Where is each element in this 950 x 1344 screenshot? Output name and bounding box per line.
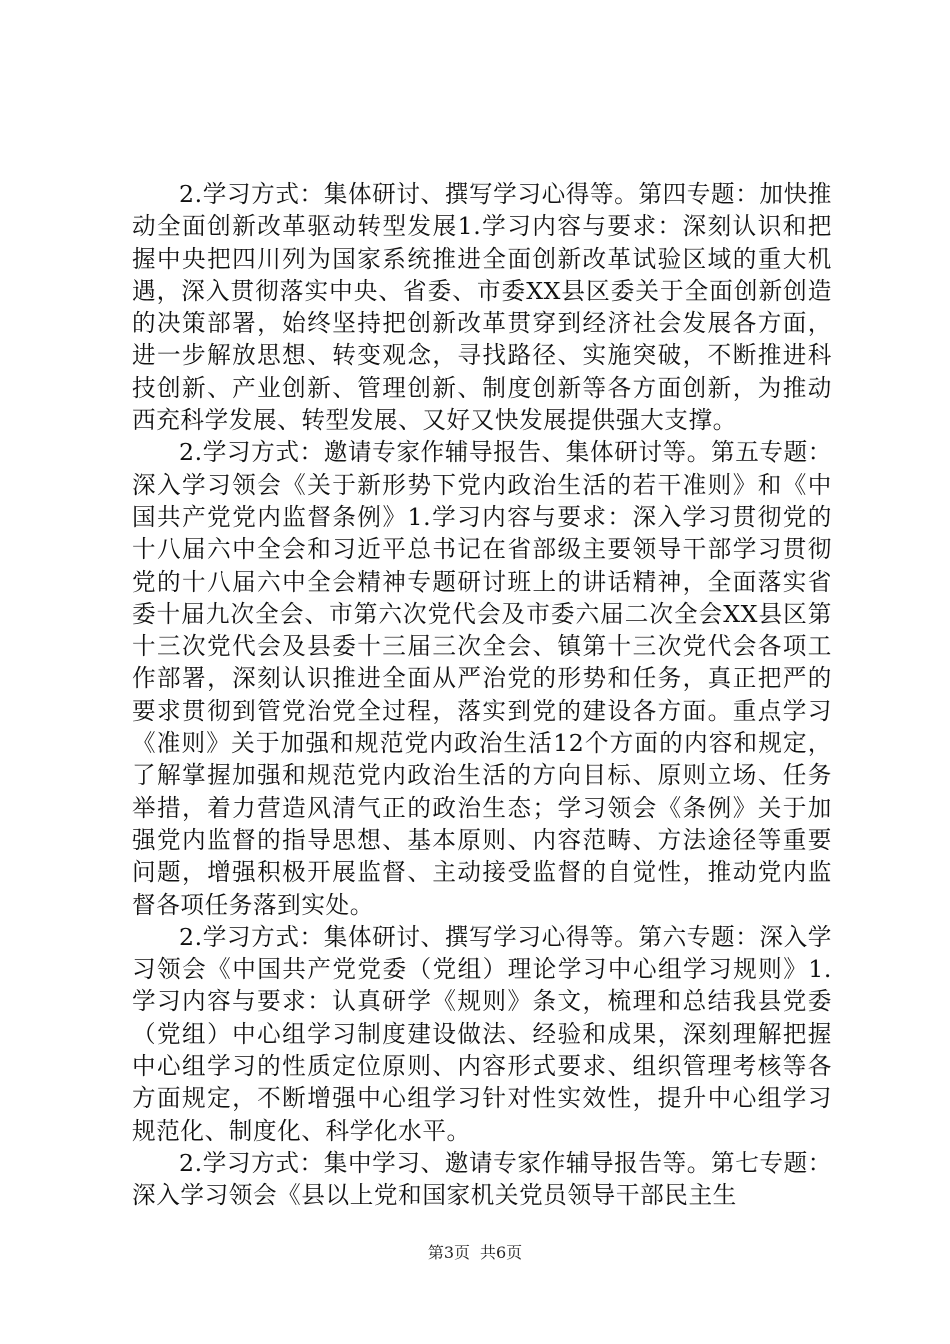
paragraph: 2.学习方式：集体研讨、撰写学习心得等。第六专题：深入学习领会《中国共产党党委（党组）理论学习中心组学习规则》1.学习内容与要求：认真研学《规则》条文，梳理和总结我县党委（党组）中心组学习制度建设做法、经验和成果，深刻理解把握中心组学习的性质定位原则、内容形式要求、组织管理考核等各方面规定，不断增强中心组学习针对性实效性，提升中心组学习规范化、制度化、科学化水平。 [132, 922, 832, 1145]
document-body [132, 178, 832, 1212]
page-number: 第3页 [427, 1243, 470, 1262]
page-total: 共6页 [480, 1243, 523, 1262]
page-footer [0, 1243, 950, 1263]
paragraph: 2.学习方式：集中学习、邀请专家作辅导报告等。第七专题：深入学习领会《县以上党和国家机关党员领导干部民主生 [132, 1148, 832, 1210]
paragraph: 2.学习方式：集体研讨、撰写学习心得等。第四专题：加快推动全面创新改革驱动转型发展1.学习内容与要求：深刻认识和把握中央把四川列为国家系统推进全面创新改革试验区域的重大机遇，深入贯彻落实中央、省委、市委XX县区委关于全面创新创造的决策部署，始终坚持把创新改革贯穿到经济社会发展各方面，进一步解放思想、转变观念，寻找路径、实施突破，不断推进科技创新、产业创新、管理创新、制度创新等各方面创新，为推动西充科学发展、转型发展、又好又快发展提供强大支撑。 [132, 180, 832, 435]
paragraph: 2.学习方式：邀请专家作辅导报告、集体研讨等。第五专题：深入学习领会《关于新形势下党内政治生活的若干准则》和《中国共产党党内监督条例》1.学习内容与要求：深入学习贯彻党的十八届六中全会和习近平总书记在省部级主要领导干部学习贯彻党的十八届六中全会精神专题研讨班上的讲话精神，全面落实省委十届九次全会、市第六次党代会及市委六届二次全会XX县区第十三次党代会及县委十三届三次全会、镇第十三次党代会各项工作部署，深刻认识推进全面从严治党的形势和任务，真正把严的要求贯彻到管党治党全过程，落实到党的建设各方面。重点学习《准则》关于加强和规范党内政治生活12个方面的内容和规定，了解掌握加强和规范党内政治生活的方向目标、原则立场、任务举措，着力营造风清气正的政治生态；学习领会《条例》关于加强党内监督的指导思想、基本原则、内容范畴、方法途径等重要问题，增强积极开展监督、主动接受监督的自觉性，推动党内监督各项任务落到实处。 [132, 438, 832, 919]
